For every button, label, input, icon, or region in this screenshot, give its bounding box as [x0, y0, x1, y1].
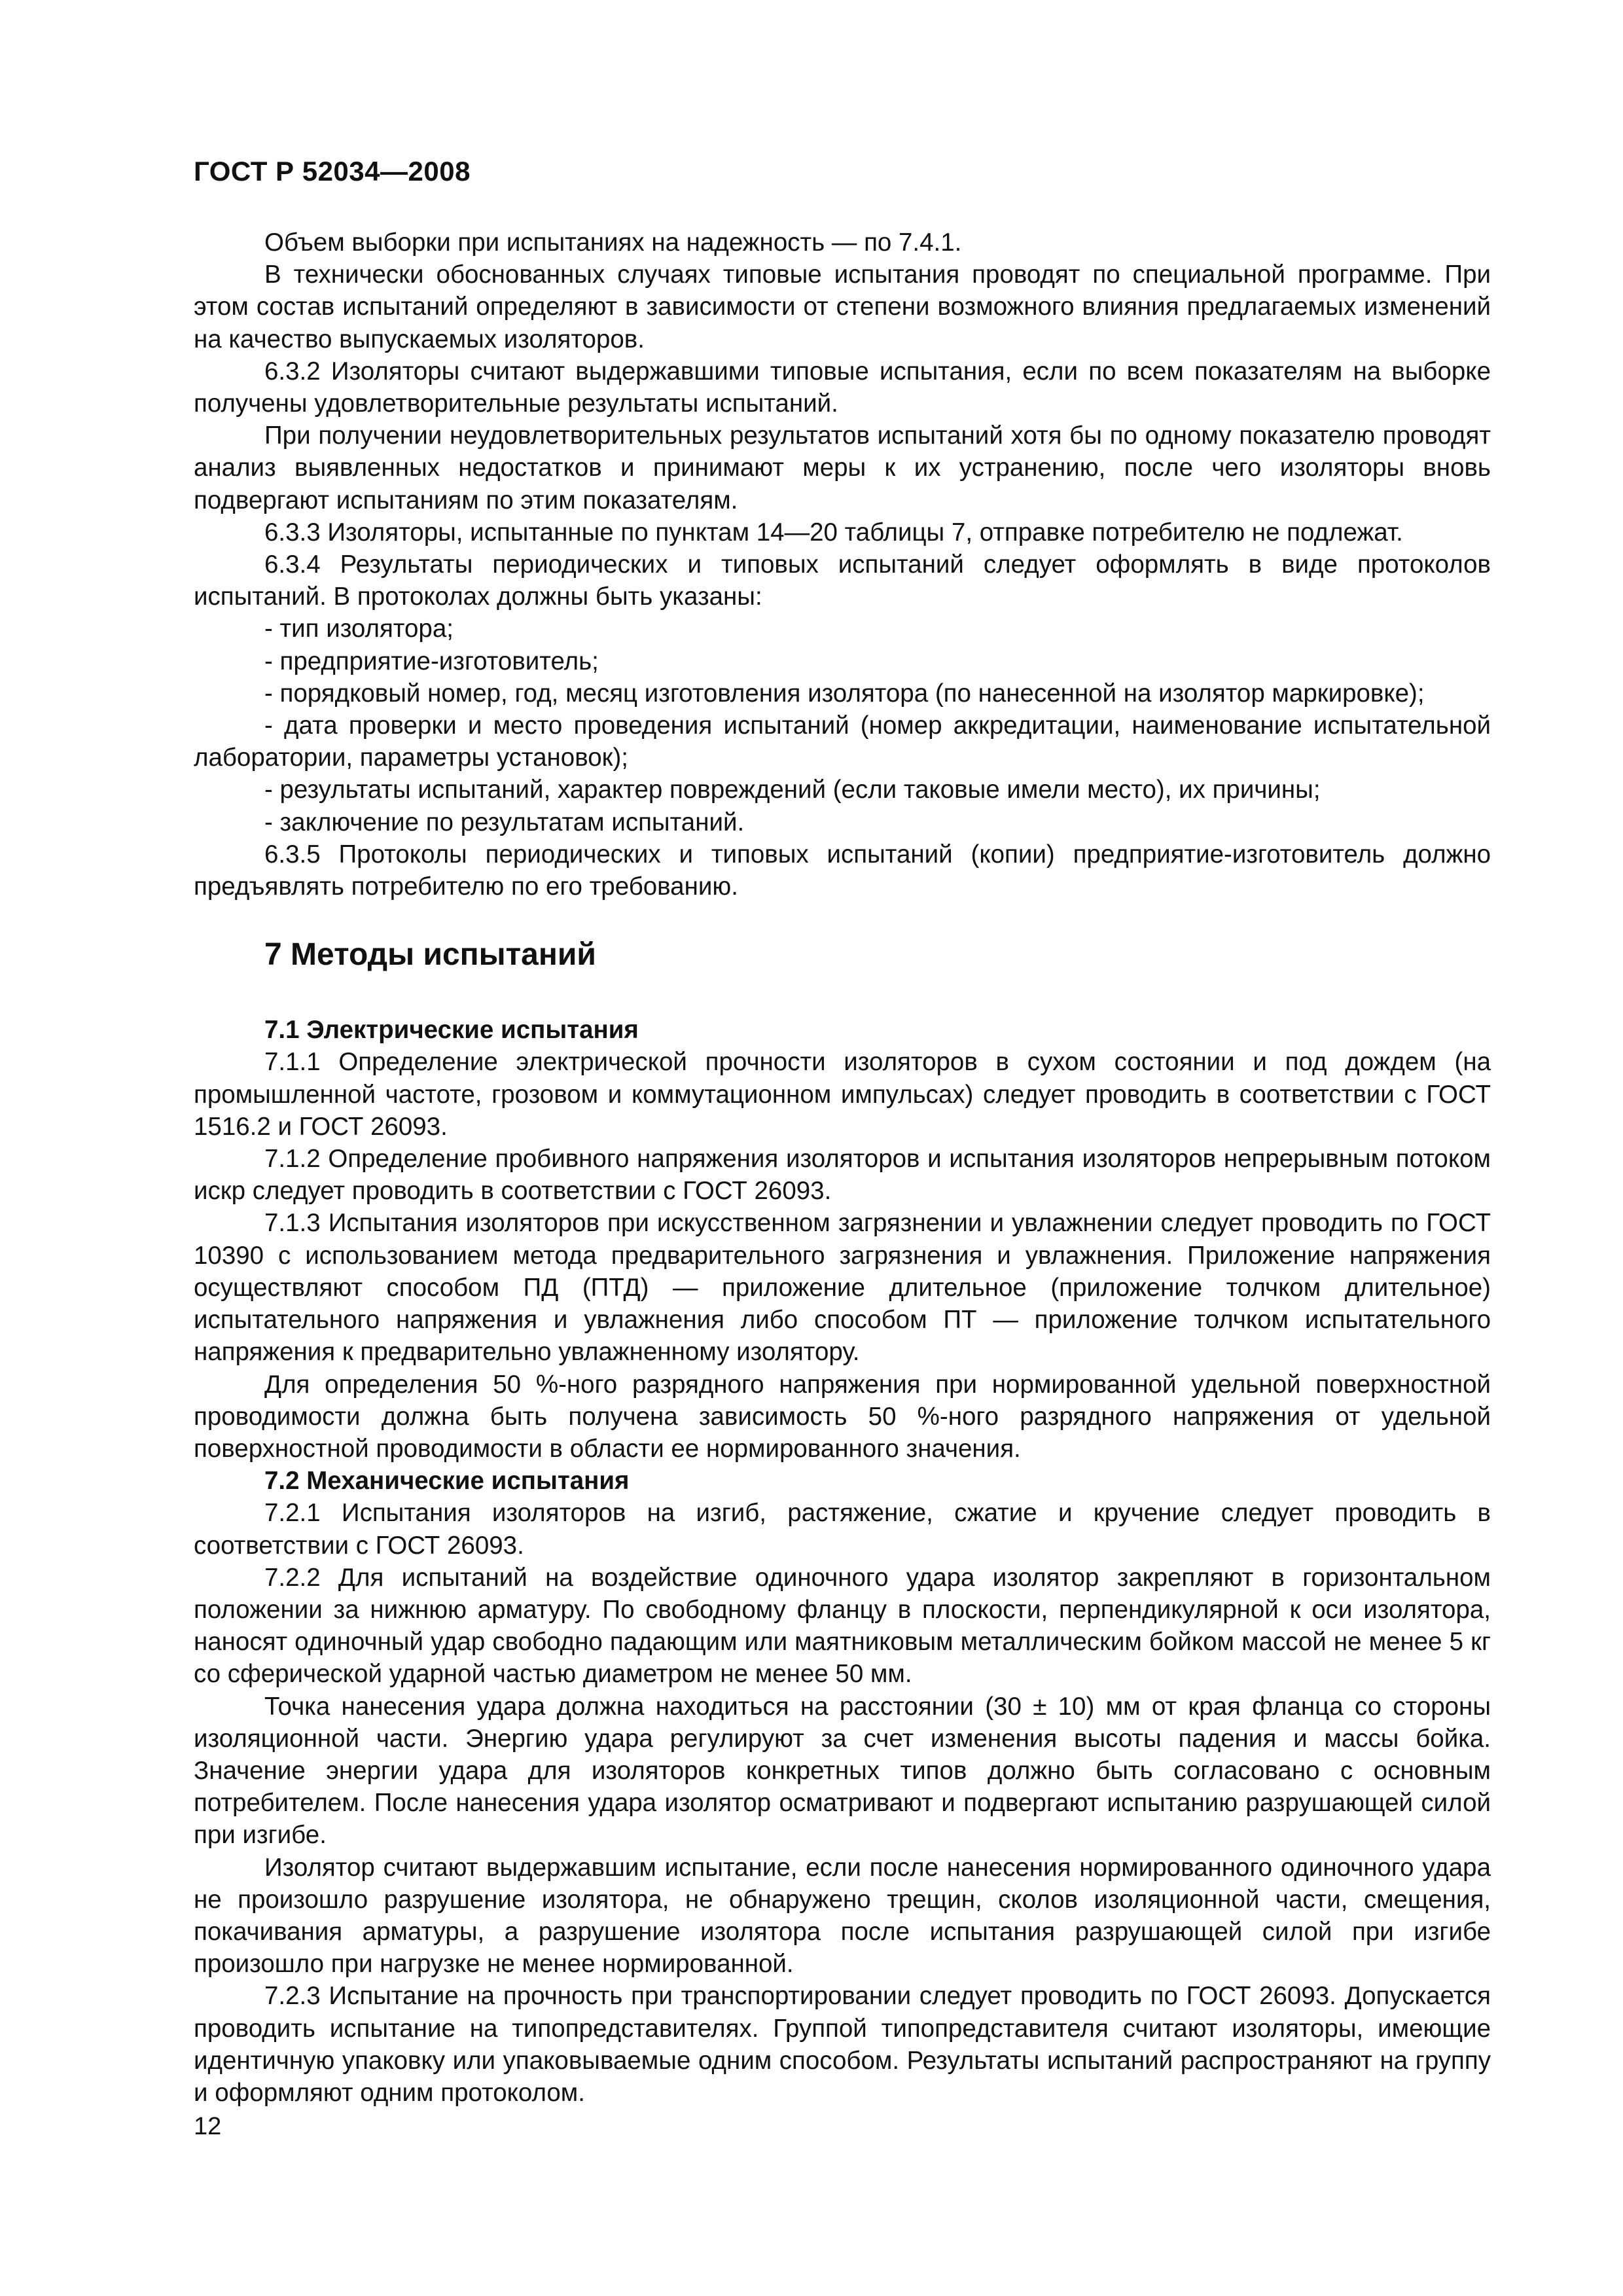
section-heading: 7 Методы испытаний	[264, 937, 596, 973]
list-item: - порядковый номер, год, месяц изготовления изолятора (по нанесенной на изолятор маркировке);	[264, 679, 1425, 708]
paragraph: 7.2.1 Испытания изоляторов на изгиб, растяжение, сжатие и кручение следует проводить в соответствии с ГОСТ 26093.	[194, 1499, 1491, 1560]
paragraph: 7.1.1 Определение электрической прочности изоляторов в сухом состоянии и под дождем (на промышленной частоте, грозовом и коммутационном импульсах) следует проводить в соответствии с ГОСТ 1516.2 и ГОСТ 26093.	[194, 1048, 1491, 1141]
paragraph: При получении неудовлетворительных результатов испытаний хотя бы по одному показателю проводят анализ выявленных недостатков и принимают меры к их устранению, после чего изоляторы вновь подвергают испытаниям по этим показателям.	[194, 422, 1491, 514]
page-content	[194, 226, 1491, 2109]
paragraph: 6.3.4 Результаты периодических и типовых испытаний следует оформлять в виде протоколов испытаний. В протоколах должны быть указаны:	[194, 550, 1491, 611]
subsection-heading: 7.2 Механические испытания	[264, 1467, 630, 1496]
paragraph: 6.3.5 Протоколы периодических и типовых испытаний (копии) предприятие-изготовитель должно предъявлять потребителю по его требованию.	[194, 840, 1491, 901]
paragraph: 7.2.3 Испытание на прочность при транспортировании следует проводить по ГОСТ 26093. Допускается проводить испытание на типопредставителях. Группой типопредставителя считают изоляторы, имеющие идентичную упаковку или упаковываемые одним способом. Результаты испытаний распространяют на группу и оформляют одним протоколом.	[194, 1982, 1491, 2107]
paragraph: В технически обоснованных случаях типовые испытания проводят по специальной программе. При этом состав испытаний определяют в зависимости от степени возможного влияния предлагаемых изменений на качество выпускаемых изоляторов.	[194, 260, 1491, 353]
paragraph: 7.1.3 Испытания изоляторов при искусственном загрязнении и увлажнении следует проводить по ГОСТ 10390 с использованием метода предварительного загрязнения и увлажнения. Приложение напряжения осуществляют способом ПД (ПТД) — приложение длительное (приложение толчком длительное) испытательного напряжения и увлажнения либо способом ПТ — приложение толчком испытательного напряжения к предварительно увлажненному изолятору.	[194, 1209, 1491, 1367]
paragraph: 6.3.3 Изоляторы, испытанные по пунктам 14—20 таблицы 7, отправке потребителю не подлежат.	[264, 518, 1403, 547]
page-number: 12	[194, 2113, 222, 2140]
paragraph: Для определения 50 %-ного разрядного напряжения при нормированной удельной поверхностной проводимости должна быть получена зависимость 50 %-ного разрядного напряжения от удельной поверхностной проводимости в области ее нормированного значения.	[194, 1370, 1491, 1463]
paragraph: 7.2.2 Для испытаний на воздействие одиночного удара изолятор закрепляют в горизонтальном положении за нижнюю арматуру. По свободному фланцу в плоскости, перпендикулярной к оси изолятора, наносят одиночный удар свободно падающим или маятниковым металлическим бойком массой не менее 5 кг со сферической ударной частью диаметром не менее 50 мм.	[194, 1563, 1491, 1689]
subsection-heading: 7.1 Электрические испытания	[264, 1016, 639, 1045]
paragraph: Точка нанесения удара должна находиться на расстоянии (30 ± 10) мм от края фланца со стороны изоляционной части. Энергию удара регулируют за счет изменения высоты падения и массы бойка. Значение энергии удара для изоляторов конкретных типов должно быть согласовано с основным потребителем. После нанесения удара изолятор осматривают и подвергают испытанию разрушающей силой при изгибе.	[194, 1692, 1491, 1850]
list-item: - заключение по результатам испытаний.	[264, 808, 745, 836]
paragraph: 7.1.2 Определение пробивного напряжения изоляторов и испытания изоляторов непрерывным потоком искр следует проводить в соответствии с ГОСТ 26093.	[194, 1145, 1491, 1206]
paragraph: Объем выборки при испытаниях на надежность — по 7.4.1.	[264, 228, 962, 257]
list-item: - дата проверки и место проведения испытаний (номер аккредитации, наименование испытательной лаборатории, параметры установок);	[194, 711, 1491, 772]
list-item: - результаты испытаний, характер повреждений (если таковые имели место), их причины;	[264, 776, 1321, 804]
list-item: - предприятие-изготовитель;	[264, 647, 599, 675]
paragraph: Изолятор считают выдержавшим испытание, если после нанесения нормированного одиночного удара не произошло разрушение изолятора, не обнаружено трещин, сколов изоляционной части, смещения, покачивания арматуры, а разрушение изолятора после испытания разрушающей силой при изгибе произошло при нагрузке не менее нормированной.	[194, 1853, 1491, 1979]
list-item: - тип изолятора;	[264, 615, 454, 643]
paragraph: 6.3.2 Изоляторы считают выдержавшими типовые испытания, если по всем показателям на выборке получены удовлетворительные результаты испытаний.	[194, 357, 1491, 418]
running-header: ГОСТ Р 52034—2008	[194, 156, 471, 187]
